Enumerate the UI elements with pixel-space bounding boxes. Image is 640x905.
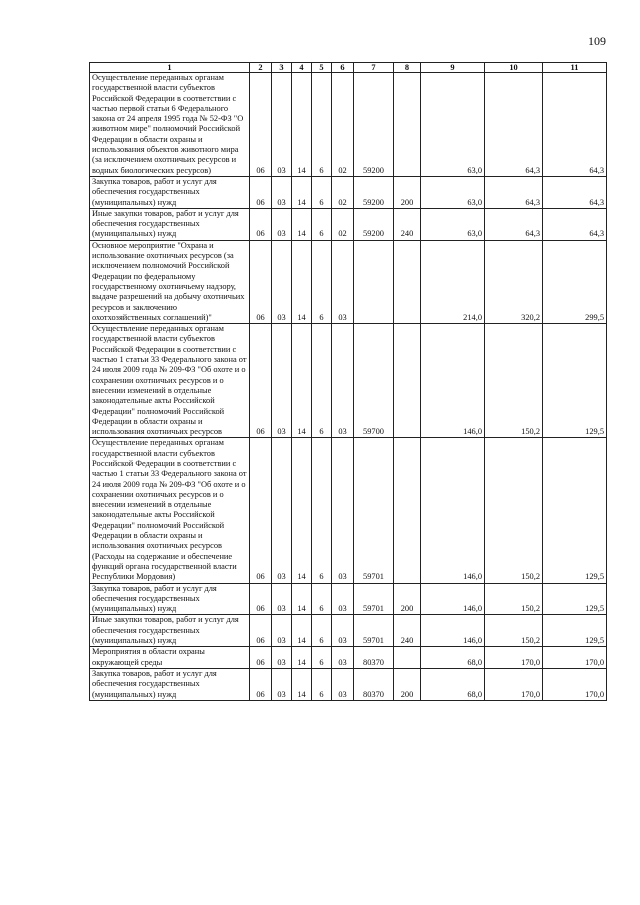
program-code: 14 [292,240,312,323]
amount-year-2: 170,0 [485,668,543,700]
table-row [90,647,607,669]
program-code: 14 [292,208,312,240]
program-code: 14 [292,324,312,438]
amount-year-3: 170,0 [543,668,607,700]
column-header: 8 [394,63,421,73]
subprogram-code: 6 [312,240,332,323]
amount-year-1: 214,0 [421,240,485,323]
table-row [90,324,607,438]
expense-name: Мероприятия в области охраны окружающей среды [90,647,250,669]
subprogram-code: 6 [312,73,332,177]
section-code: 06 [250,176,272,208]
section-code: 06 [250,73,272,177]
column-header: 9 [421,63,485,73]
expense-name: Иные закупки товаров, работ и услуг для обеспечения государственных (муниципальных) нужд [90,615,250,647]
event-code: 03 [332,438,354,583]
subsection-code: 03 [272,647,292,669]
table-row [90,208,607,240]
expense-name: Закупка товаров, работ и услуг для обеспечения государственных (муниципальных) нужд [90,668,250,700]
expense-name: Основное мероприятие "Охрана и использование охотничьих ресурсов (за исключением полномочий Российской Федерации по федеральному государственному охотничьему надзору, выдаче разрешений на добычу охотничьих ресурсов и заключению охотхозяйственных соглашений)" [90,240,250,323]
event-code: 02 [332,208,354,240]
event-code: 02 [332,73,354,177]
column-header: 3 [272,63,292,73]
direction-code: 59200 [354,208,394,240]
amount-year-2: 64,3 [485,208,543,240]
expense-name: Осуществление переданных органам государственной власти субъектов Российской Федерации в соответствии с частью первой статьи 6 Федерального закона от 24 апреля 1995 года № 52-ФЗ "О животном мире" полномочий Российской Федерации в области охраны и использования объектов животного мира (за исключением охотничьих ресурсов и водных биологических ресурсов) [90,73,250,177]
amount-year-1: 63,0 [421,208,485,240]
direction-code [354,240,394,323]
amount-year-1: 146,0 [421,324,485,438]
column-numbers-row [90,63,607,73]
expense-type-code: 240 [394,615,421,647]
event-code: 02 [332,176,354,208]
direction-code: 59200 [354,73,394,177]
expense-name: Закупка товаров, работ и услуг для обеспечения государственных (муниципальных) нужд [90,176,250,208]
subsection-code: 03 [272,208,292,240]
direction-code: 59701 [354,583,394,615]
amount-year-3: 64,3 [543,208,607,240]
expense-type-code [394,324,421,438]
table-row [90,438,607,583]
expense-type-code [394,73,421,177]
event-code: 03 [332,240,354,323]
expense-type-code [394,240,421,323]
subsection-code: 03 [272,73,292,177]
section-code: 06 [250,324,272,438]
subprogram-code: 6 [312,615,332,647]
subsection-code: 03 [272,615,292,647]
expense-type-code: 240 [394,208,421,240]
subsection-code: 03 [272,240,292,323]
amount-year-2: 150,2 [485,438,543,583]
subprogram-code: 6 [312,208,332,240]
program-code: 14 [292,438,312,583]
subsection-code: 03 [272,668,292,700]
table-row [90,176,607,208]
program-code: 14 [292,73,312,177]
amount-year-2: 150,2 [485,324,543,438]
amount-year-1: 146,0 [421,615,485,647]
amount-year-3: 129,5 [543,583,607,615]
subprogram-code: 6 [312,176,332,208]
amount-year-3: 129,5 [543,615,607,647]
subprogram-code: 6 [312,324,332,438]
event-code: 03 [332,615,354,647]
amount-year-2: 64,3 [485,176,543,208]
table-body [90,73,607,701]
section-code: 06 [250,615,272,647]
event-code: 03 [332,324,354,438]
amount-year-3: 64,3 [543,73,607,177]
subsection-code: 03 [272,176,292,208]
amount-year-3: 299,5 [543,240,607,323]
subprogram-code: 6 [312,647,332,669]
direction-code: 59701 [354,615,394,647]
expense-name: Закупка товаров, работ и услуг для обеспечения государственных (муниципальных) нужд [90,583,250,615]
amount-year-2: 150,2 [485,615,543,647]
column-header: 10 [485,63,543,73]
program-code: 14 [292,668,312,700]
column-header: 6 [332,63,354,73]
direction-code: 59200 [354,176,394,208]
table-row [90,73,607,177]
direction-code: 80370 [354,668,394,700]
expense-type-code [394,438,421,583]
program-code: 14 [292,647,312,669]
event-code: 03 [332,647,354,669]
subsection-code: 03 [272,583,292,615]
column-header: 11 [543,63,607,73]
amount-year-1: 146,0 [421,438,485,583]
column-header: 7 [354,63,394,73]
amount-year-3: 64,3 [543,176,607,208]
subsection-code: 03 [272,324,292,438]
section-code: 06 [250,208,272,240]
subprogram-code: 6 [312,668,332,700]
amount-year-3: 129,5 [543,438,607,583]
amount-year-2: 170,0 [485,647,543,669]
amount-year-1: 63,0 [421,73,485,177]
program-code: 14 [292,176,312,208]
expense-type-code: 200 [394,176,421,208]
expense-name: Иные закупки товаров, работ и услуг для обеспечения государственных (муниципальных) нужд [90,208,250,240]
expense-name: Осуществление переданных органам государственной власти субъектов Российской Федерации в соответствии с частью 1 статьи 33 Федерального закона от 24 июля 2009 года № 209-ФЗ "Об охоте и о сохранении охотничьих ресурсов и о внесении изменений в отдельные законодательные акты Российской Федерации" полномочий Российской Федерации в области охраны и использования охотничьих ресурсов (Расходы на содержание и обеспечение функций органа государственной власти Республики Мордовия) [90,438,250,583]
column-header: 2 [250,63,272,73]
direction-code: 59700 [354,324,394,438]
table-row [90,240,607,323]
subsection-code: 03 [272,438,292,583]
direction-code: 80370 [354,647,394,669]
expense-type-code: 200 [394,668,421,700]
table-row [90,615,607,647]
expense-type-code [394,647,421,669]
amount-year-3: 170,0 [543,647,607,669]
amount-year-1: 146,0 [421,583,485,615]
program-code: 14 [292,615,312,647]
table-row [90,668,607,700]
column-header: 1 [90,63,250,73]
section-code: 06 [250,438,272,583]
column-header: 5 [312,63,332,73]
page-number: 109 [588,34,606,48]
amount-year-1: 68,0 [421,668,485,700]
direction-code: 59701 [354,438,394,583]
amount-year-1: 68,0 [421,647,485,669]
subprogram-code: 6 [312,438,332,583]
event-code: 03 [332,583,354,615]
event-code: 03 [332,668,354,700]
amount-year-2: 64,3 [485,73,543,177]
amount-year-1: 63,0 [421,176,485,208]
section-code: 06 [250,583,272,615]
program-code: 14 [292,583,312,615]
section-code: 06 [250,240,272,323]
section-code: 06 [250,668,272,700]
table-row [90,583,607,615]
expense-type-code: 200 [394,583,421,615]
column-header: 4 [292,63,312,73]
expense-name: Осуществление переданных органам государственной власти субъектов Российской Федерации в соответствии с частью 1 статьи 33 Федерального закона от 24 июля 2009 года № 209-ФЗ "Об охоте и о сохранении охотничьих ресурсов и о внесении изменений в отдельные законодательные акты Российской Федерации" полномочий Российской Федерации в области охраны и использования охотничьих ресурсов [90,324,250,438]
section-code: 06 [250,647,272,669]
amount-year-2: 320,2 [485,240,543,323]
budget-table [89,62,607,701]
amount-year-2: 150,2 [485,583,543,615]
subprogram-code: 6 [312,583,332,615]
amount-year-3: 129,5 [543,324,607,438]
